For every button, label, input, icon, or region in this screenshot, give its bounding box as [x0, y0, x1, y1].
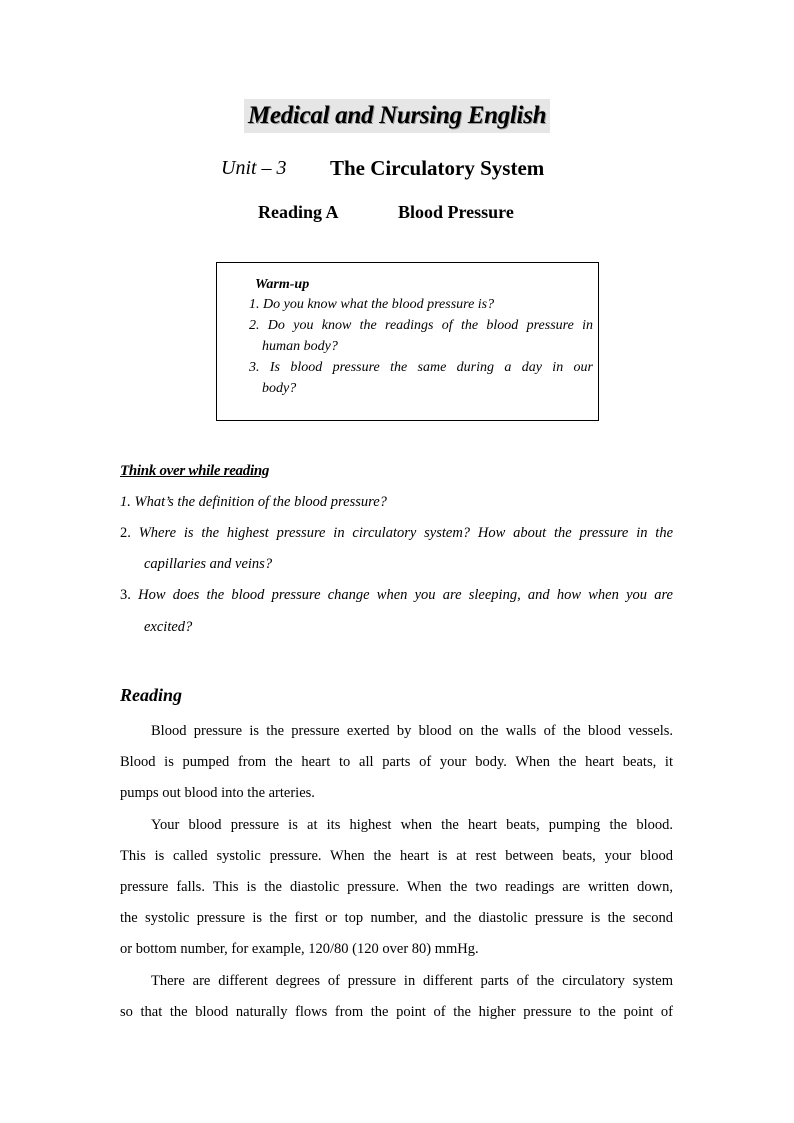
reading-line: Blood is pumped from the heart to all parts of your body. When the heart beats, it — [120, 754, 673, 770]
warmup-question-2: 2. Do you know the readings of the blood pressure in — [249, 318, 593, 333]
reading-line: There are different degrees of pressure in different parts of the circulatory system — [151, 973, 673, 989]
think-question-1 — [120, 491, 387, 513]
reading-line: Your blood pressure is at its highest when the heart beats, pumping the blood. — [151, 817, 673, 833]
question-number: 1. — [120, 494, 131, 510]
reading-line: so that the blood naturally flows from the point of the higher pressure to the point of — [120, 1004, 673, 1020]
reading-line: or bottom number, for example, 120/80 (120 over 80) mmHg. — [120, 941, 479, 957]
question-text: How does the blood pressure change when you are sleeping, and how when you are — [138, 587, 673, 603]
reading-line: pumps out blood into the arteries. — [120, 785, 315, 801]
think-over-heading: Think over while reading — [120, 463, 270, 479]
reading-section-title: Blood Pressure — [398, 202, 514, 222]
reading-line: Blood pressure is the pressure exerted by blood on the walls of the blood vessels. — [151, 723, 673, 739]
think-question-2-continued: capillaries and veins? — [144, 556, 273, 572]
warmup-question-1: 1. Do you know what the blood pressure is? — [249, 297, 495, 312]
warmup-question-3-continued: body? — [262, 381, 297, 396]
question-text: What’s the definition of the blood pressure? — [134, 494, 387, 510]
reading-heading: Reading — [120, 685, 183, 705]
reading-line: pressure falls. This is the diastolic pressure. When the two readings are written down, — [120, 879, 673, 895]
document-title: Medical and Nursing English — [244, 99, 550, 133]
question-number: 2. — [120, 525, 131, 541]
unit-title: The Circulatory System — [330, 156, 545, 180]
think-question-2 — [120, 522, 673, 544]
warmup-question-3: 3. Is blood pressure the same during a day in our — [249, 360, 593, 375]
warmup-question-2-continued: human body? — [262, 339, 338, 354]
reading-line: the systolic pressure is the first or top number, and the diastolic pressure is the second — [120, 910, 673, 926]
think-question-3 — [120, 584, 673, 606]
think-question-3-continued: excited? — [144, 619, 193, 635]
unit-label: Unit – 3 — [221, 157, 287, 179]
reading-section-label: Reading A — [258, 202, 339, 222]
question-text: Where is the highest pressure in circulatory system? How about the pressure in the — [138, 525, 674, 541]
question-number: 3. — [120, 587, 131, 603]
reading-line: This is called systolic pressure. When the heart is at rest between beats, your blood — [120, 848, 673, 864]
warmup-heading: Warm-up — [255, 277, 310, 292]
